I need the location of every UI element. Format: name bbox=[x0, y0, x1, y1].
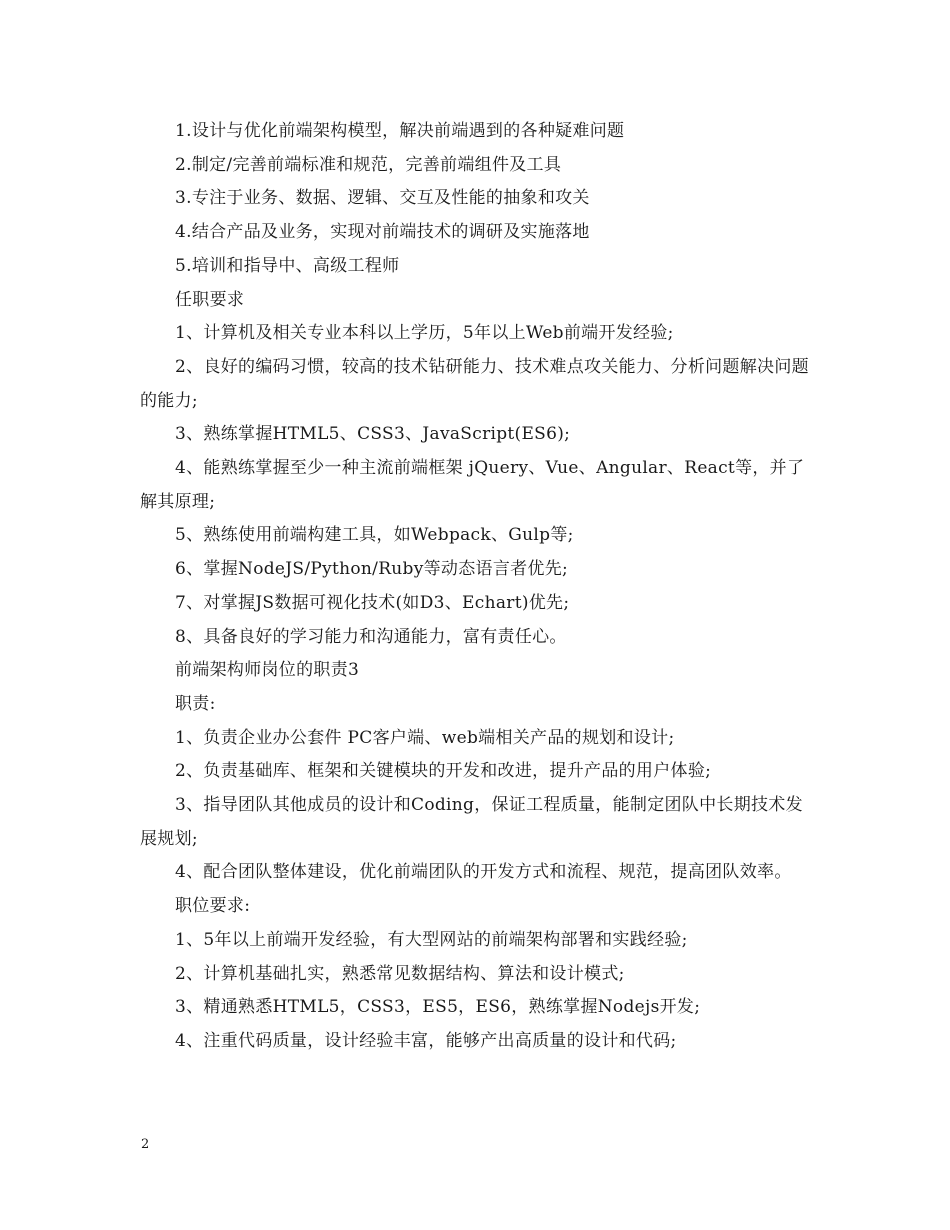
paragraph: 3、熟练掌握HTML5、CSS3、JavaScript(ES6); bbox=[175, 424, 571, 445]
paragraph: 6、掌握NodeJS/Python/Ruby等动态语言者优先; bbox=[175, 559, 569, 580]
section-heading: 职位要求: bbox=[175, 896, 251, 917]
paragraph: 7、对掌握JS数据可视化技术(如D3、Echart)优先; bbox=[175, 592, 570, 613]
paragraph: 1.设计与优化前端架构模型，解决前端遇到的各种疑难问题 bbox=[175, 121, 625, 141]
paragraph: 3、精通熟悉HTML5，CSS3，ES5，ES6，熟练掌握Nodejs开发; bbox=[175, 997, 701, 1018]
paragraph: 2、计算机基础扎实，熟悉常见数据结构、算法和设计模式; bbox=[175, 963, 625, 984]
paragraph: 5、熟练使用前端构建工具，如Webpack、Gulp等; bbox=[175, 525, 574, 546]
document-body bbox=[140, 115, 815, 1059]
paragraph: 2、负责基础库、框架和关键模块的开发和改进，提升产品的用户体验; bbox=[175, 761, 712, 782]
section-heading: 职责: bbox=[175, 693, 216, 714]
paragraph: 4.结合产品及业务，实现对前端技术的调研及实施落地 bbox=[175, 222, 590, 243]
section-heading: 任职要求 bbox=[175, 289, 245, 310]
paragraph: 1、计算机及相关专业本科以上学历，5年以上Web前端开发经验; bbox=[175, 323, 674, 344]
paragraph: 4、注重代码质量，设计经验丰富，能够产出高质量的设计和代码; bbox=[175, 1030, 677, 1051]
section-heading: 前端架构师岗位的职责3 bbox=[175, 660, 360, 681]
paragraph: 8、具备良好的学习能力和沟通能力，富有责任心。 bbox=[175, 626, 567, 647]
paragraph: 4、能熟练掌握至少一种主流前端框架 jQuery、Vue、Angular、React等，并了解其原理; bbox=[140, 458, 805, 512]
paragraph: 2、良好的编码习惯，较高的技术钻研能力、技术难点攻关能力、分析问题解决问题的能力; bbox=[140, 356, 809, 411]
paragraph: 4、配合团队整体建设，优化前端团队的开发方式和流程、规范，提高团队效率。 bbox=[175, 862, 792, 883]
paragraph: 1、负责企业办公套件 PC客户端、web端相关产品的规划和设计; bbox=[175, 727, 675, 748]
paragraph: 2.制定/完善前端标准和规范，完善前端组件及工具 bbox=[175, 154, 562, 175]
paragraph: 1、5年以上前端开发经验，有大型网站的前端架构部署和实践经验; bbox=[175, 929, 688, 950]
paragraph: 5.培训和指导中、高级工程师 bbox=[175, 255, 400, 276]
page-number: 2 bbox=[141, 1137, 150, 1152]
paragraph: 3.专注于业务、数据、逻辑、交互及性能的抽象和攻关 bbox=[175, 188, 590, 209]
paragraph: 3、指导团队其他成员的设计和Coding，保证工程质量，能制定团队中长期技术发展规划; bbox=[140, 795, 803, 849]
